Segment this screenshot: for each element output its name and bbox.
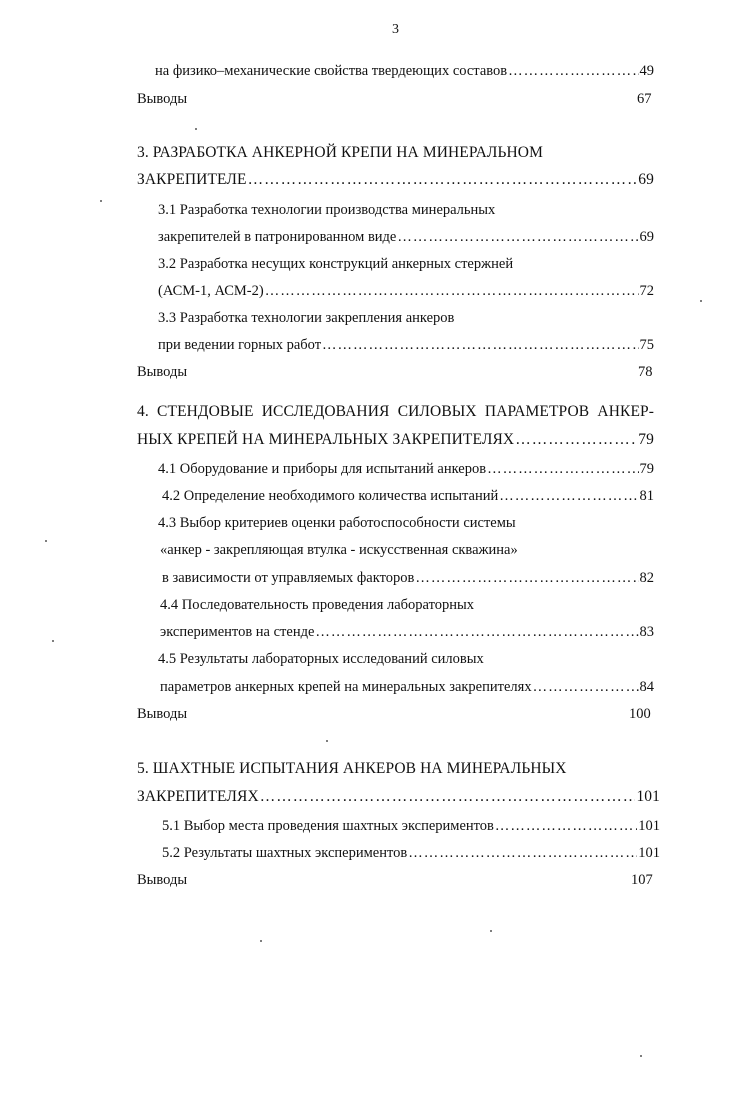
toc-entry xyxy=(162,569,654,587)
toc-entry xyxy=(137,431,654,449)
scan-speck xyxy=(195,128,197,130)
toc-entry-title: НЫХ КРЕПЕЙ НА МИНЕРАЛЬНЫХ ЗАКРЕПИТЕЛЯХ xyxy=(137,431,515,448)
toc-entry xyxy=(137,171,654,189)
toc-conclusions-page: 67 xyxy=(637,91,652,107)
toc-subsection-title: 4.5 Результаты лабораторных исследований силовых xyxy=(158,651,484,667)
toc-entry-page: 49 xyxy=(639,63,654,79)
scan-speck xyxy=(100,200,102,202)
leader-dots xyxy=(495,817,637,835)
toc-entry xyxy=(162,487,654,505)
leader-dots xyxy=(515,431,637,449)
leader-dots xyxy=(487,460,638,478)
scan-speck xyxy=(700,300,702,302)
toc-entry-title: закрепителей в патронированном виде xyxy=(158,229,397,245)
toc-entry-page: 101 xyxy=(638,818,660,834)
toc-entry-title: 4.1 Оборудование и приборы для испытаний анкеров xyxy=(158,461,487,477)
leader-dots xyxy=(265,282,639,300)
toc-entry-page: 84 xyxy=(639,679,654,695)
leader-dots xyxy=(397,228,638,246)
leader-dots xyxy=(415,569,638,587)
toc-entry-title: параметров анкерных крепей на минеральных закрепителях xyxy=(160,679,532,695)
scan-speck xyxy=(490,930,492,932)
scan-speck xyxy=(52,640,54,642)
toc-entry xyxy=(158,460,654,478)
toc-entry-title: 4.2 Определение необходимого количества испытаний xyxy=(162,488,499,504)
toc-entry-title: 5.1 Выбор места проведения шахтных экспериментов xyxy=(162,818,494,834)
toc-conclusions-page: 78 xyxy=(638,364,653,380)
toc-conclusions: Выводы xyxy=(137,91,188,107)
toc-entry-page: 101 xyxy=(638,845,660,861)
toc-entry-page: 79 xyxy=(638,431,654,448)
toc-subsection-title: 3.1 Разработка технологии производства минеральных xyxy=(158,202,496,218)
leader-dots xyxy=(499,487,638,505)
toc-conclusions: Выводы xyxy=(137,872,188,888)
leader-dots xyxy=(408,844,637,862)
toc-entry xyxy=(160,623,654,641)
toc-entry-title: в зависимости от управляемых факторов xyxy=(162,570,415,586)
toc-subsection-title: 4.3 Выбор критериев оценки работоспособности системы xyxy=(158,515,516,531)
toc-entry-page: 81 xyxy=(639,488,654,504)
leader-dots xyxy=(260,788,636,806)
scan-speck xyxy=(45,540,47,542)
toc-entry xyxy=(162,817,660,835)
toc-entry-title: ЗАКРЕПИТЕЛЯХ xyxy=(137,788,259,805)
scan-speck xyxy=(640,1055,642,1057)
toc-entry-title: 5.2 Результаты шахтных экспериментов xyxy=(162,845,408,861)
toc-entry-page: 69 xyxy=(638,171,654,188)
toc-entry xyxy=(158,336,654,354)
toc-conclusions-page: 100 xyxy=(629,706,651,722)
leader-dots xyxy=(533,678,639,696)
toc-entry-page: 101 xyxy=(636,788,660,805)
section-heading: 4. СТЕНДОВЫЕ ИССЛЕДОВАНИЯ СИЛОВЫХ ПАРАМЕТРОВ АНКЕР- xyxy=(137,403,654,420)
toc-conclusions-page: 107 xyxy=(631,872,653,888)
toc-entry-page: 75 xyxy=(639,337,654,353)
toc-entry-title: на физико–механические свойства твердеющих составов xyxy=(155,63,508,79)
toc-entry-page: 79 xyxy=(639,461,654,477)
toc-entry-page: 69 xyxy=(639,229,654,245)
toc-entry-title: экспериментов на стенде xyxy=(160,624,315,640)
toc-subsection-title: 3.2 Разработка несущих конструкций анкерных стержней xyxy=(158,256,514,272)
leader-dots xyxy=(322,336,638,354)
leader-dots xyxy=(248,171,638,189)
toc-entry-title: при ведении горных работ xyxy=(158,337,322,353)
toc-entry xyxy=(158,282,654,300)
leader-dots xyxy=(508,62,638,80)
toc-entry-page: 72 xyxy=(639,283,654,299)
scan-speck xyxy=(326,740,328,742)
toc-subsection-title: 4.4 Последовательность проведения лабораторных xyxy=(160,597,474,613)
toc-entry xyxy=(137,788,660,806)
toc-subsection-title: 3.3 Разработка технологии закрепления анкеров xyxy=(158,310,455,326)
toc-entry-page: 82 xyxy=(639,570,654,586)
toc-entry-page: 83 xyxy=(639,624,654,640)
toc-conclusions: Выводы xyxy=(137,364,188,380)
toc-entry-title: ЗАКРЕПИТЕЛЕ xyxy=(137,171,247,188)
section-heading: 5. ШАХТНЫЕ ИСПЫТАНИЯ АНКЕРОВ НА МИНЕРАЛЬНЫХ xyxy=(137,760,567,777)
section-heading: 3. РАЗРАБОТКА АНКЕРНОЙ КРЕПИ НА МИНЕРАЛЬНОМ xyxy=(137,144,543,161)
page-number: 3 xyxy=(392,22,399,37)
scan-speck xyxy=(260,940,262,942)
toc-entry xyxy=(155,62,654,80)
toc-entry xyxy=(158,228,654,246)
toc-subsection-title: «анкер - закрепляющая втулка - искусственная скважина» xyxy=(160,542,518,558)
toc-entry xyxy=(162,844,660,862)
toc-entry-title: (АСМ-1, АСМ-2) xyxy=(158,283,264,299)
leader-dots xyxy=(315,623,638,641)
toc-entry xyxy=(160,678,654,696)
toc-conclusions: Выводы xyxy=(137,706,188,722)
